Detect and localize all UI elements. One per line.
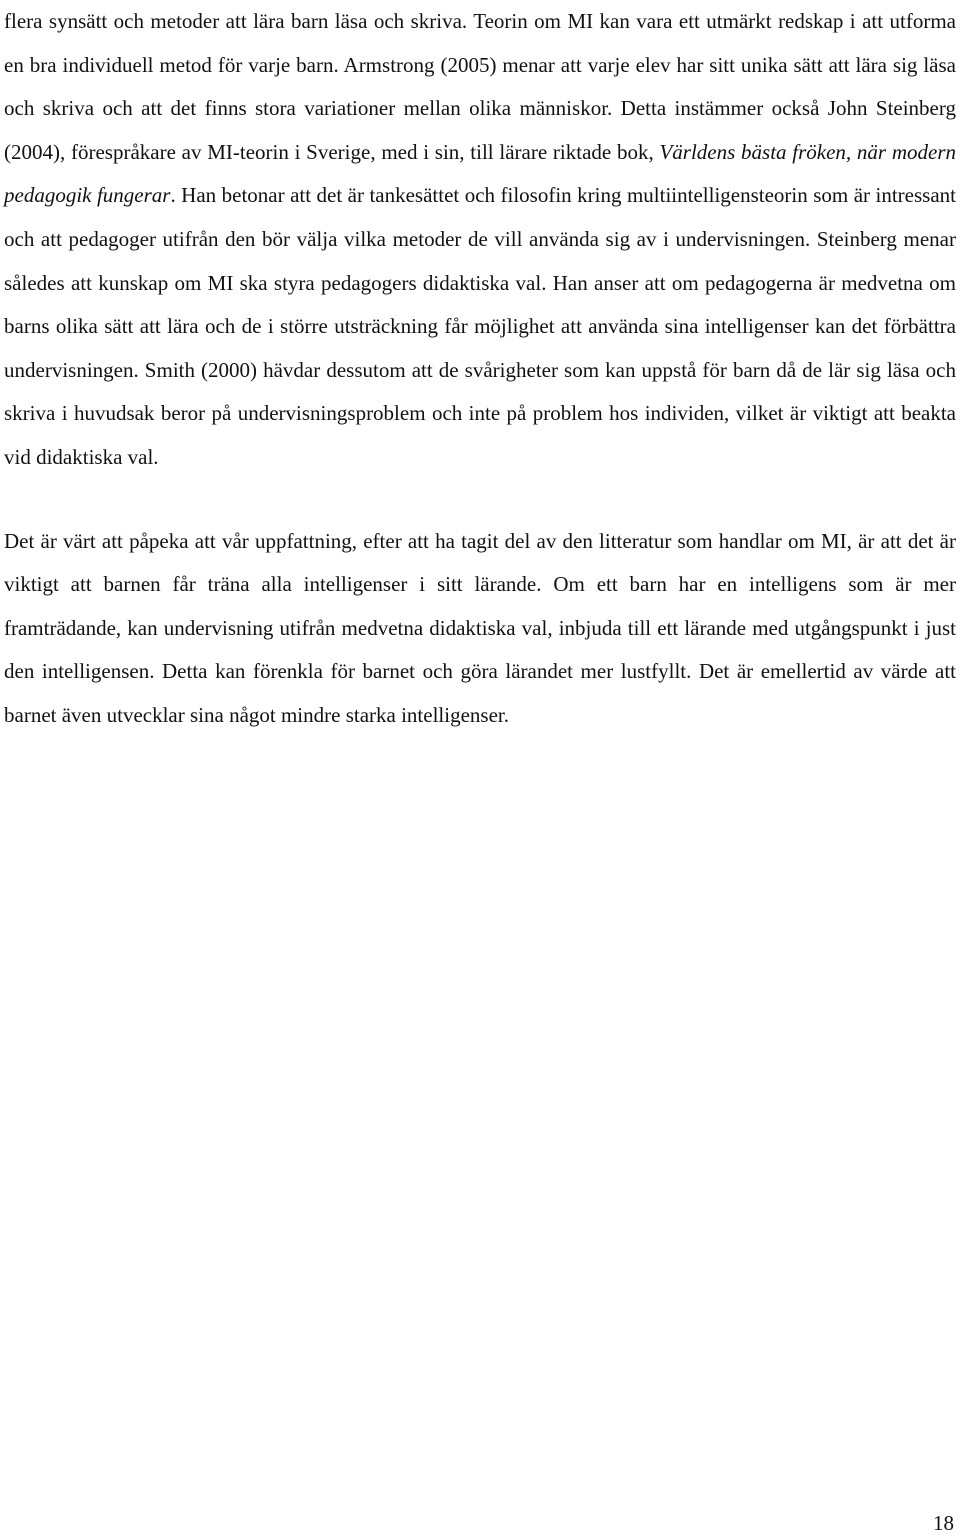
document-page — [4, 0, 956, 738]
paragraph-1 — [4, 0, 956, 480]
paragraph-2-text: Det är värt att påpeka att vår uppfattning, efter att ha tagit del av den litteratur som handlar om MI, är att det är viktigt att barnen får träna alla intelligenser i sitt lärande. Om ett barn har en intelligens som är mer framträdande, kan undervisning utifrån medvetna didaktiska val, inbjuda till ett lärande med utgångspunkt i just den intelligensen. Detta kan förenkla för barnet och göra lärandet mer lustfyllt. Det är emellertid av värde att barnet även utvecklar sina något mindre starka intelligenser. — [4, 528, 956, 727]
paragraph-1-text-a: flera synsätt och metoder att lära barn läsa och skriva. Teorin om MI kan vara ett utmärkt redskap i att utforma en bra individuell metod för varje barn. Armstrong (2005) menar att varje elev har sitt unika sätt att lära sig läsa och skriva och att det finns stora variationer mellan olika människor. Detta instämmer också John Steinberg (2004), förespråkare av MI-teorin i Sverige, med i sin, till lärare riktade bok, — [4, 9, 956, 164]
paragraph-1-text-b: . Han betonar att det är tankesättet och filosofin kring multiintelligensteorin som är intressant och att pedagoger utifrån den bör välja vilka metoder de vill använda sig av i undervisningen. Steinberg menar således att kunskap om MI ska styra pedagogers didaktiska val. Han anser att om pedagogerna är medvetna om barns olika sätt att lära och de i större utsträckning får möjlighet att använda sina intelligenser kan det förbättra undervisningen. Smith (2000) hävdar dessutom att de svårigheter som kan uppstå för barn då de lär sig läsa och skriva i huvudsak beror på undervisningsproblem och inte på problem hos individen, vilket är viktigt att beakta vid didaktiska val. — [4, 183, 956, 469]
book-title: Världens bästa fröken, när modern pedagogik fungerar — [4, 139, 956, 208]
paragraph-2 — [4, 520, 956, 738]
page-number: 18 — [933, 1511, 954, 1535]
